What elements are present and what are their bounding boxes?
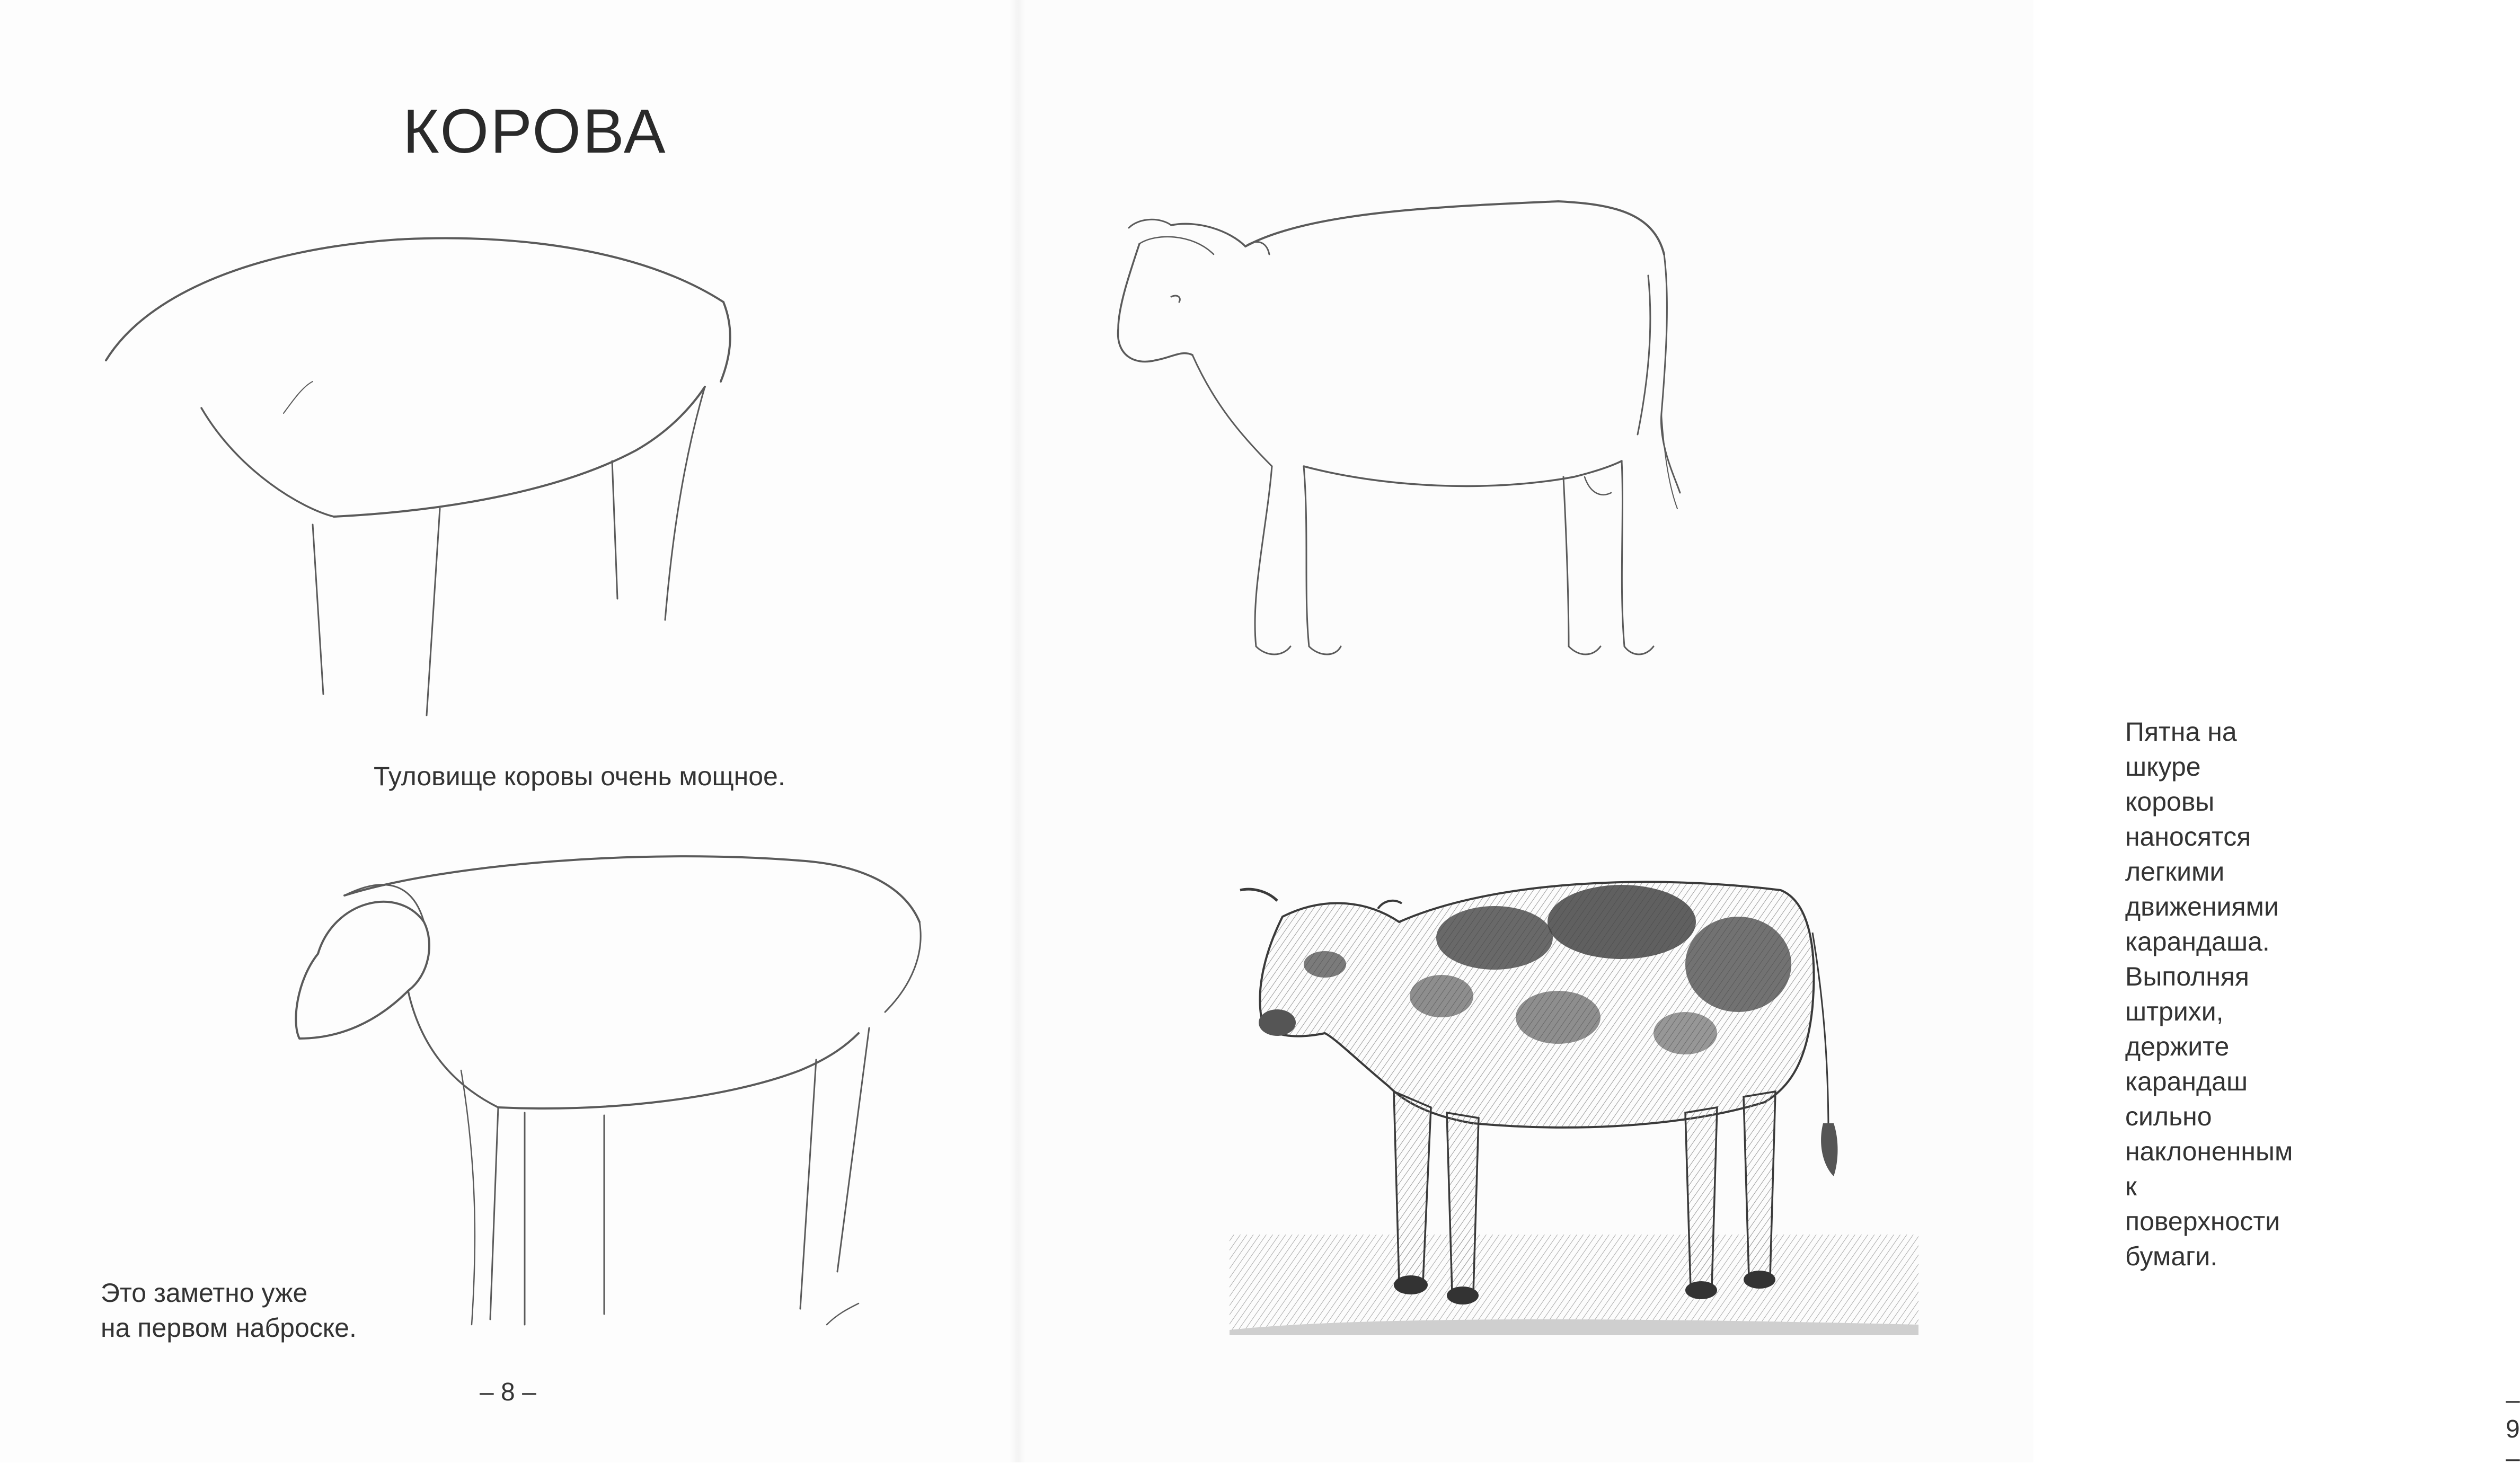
cow-body-sketch — [101, 228, 753, 736]
caption-line: Пятна на шкуре коровы наносятся легкими движениями — [2125, 717, 2279, 921]
page-number: – 9 – — [2506, 1386, 2520, 1472]
caption-line: наклоненным к поверхности бумаги. — [2125, 1137, 2293, 1271]
page-title: КОРОВА — [403, 96, 667, 166]
page-number: – 8 – — [480, 1378, 536, 1406]
cow-shaded-drawing — [1219, 858, 1929, 1346]
cow-outline-drawing — [1108, 191, 1744, 678]
caption-line: на первом наброске. — [101, 1313, 357, 1343]
book-gutter — [1010, 0, 1025, 1462]
caption-body: Туловище коровы очень мощное. — [374, 761, 785, 791]
caption-spots — [2125, 714, 2293, 1274]
right-page — [1018, 0, 2520, 1472]
caption-first-sketch — [101, 1275, 357, 1345]
caption-line: Это заметно уже — [101, 1278, 308, 1308]
grass-shading — [1230, 1235, 1918, 1335]
left-page — [0, 0, 1018, 1462]
caption-line: карандаша. Выполняя штрихи, держите карандаш сильно — [2125, 927, 2270, 1131]
cow-first-sketch — [276, 848, 943, 1356]
